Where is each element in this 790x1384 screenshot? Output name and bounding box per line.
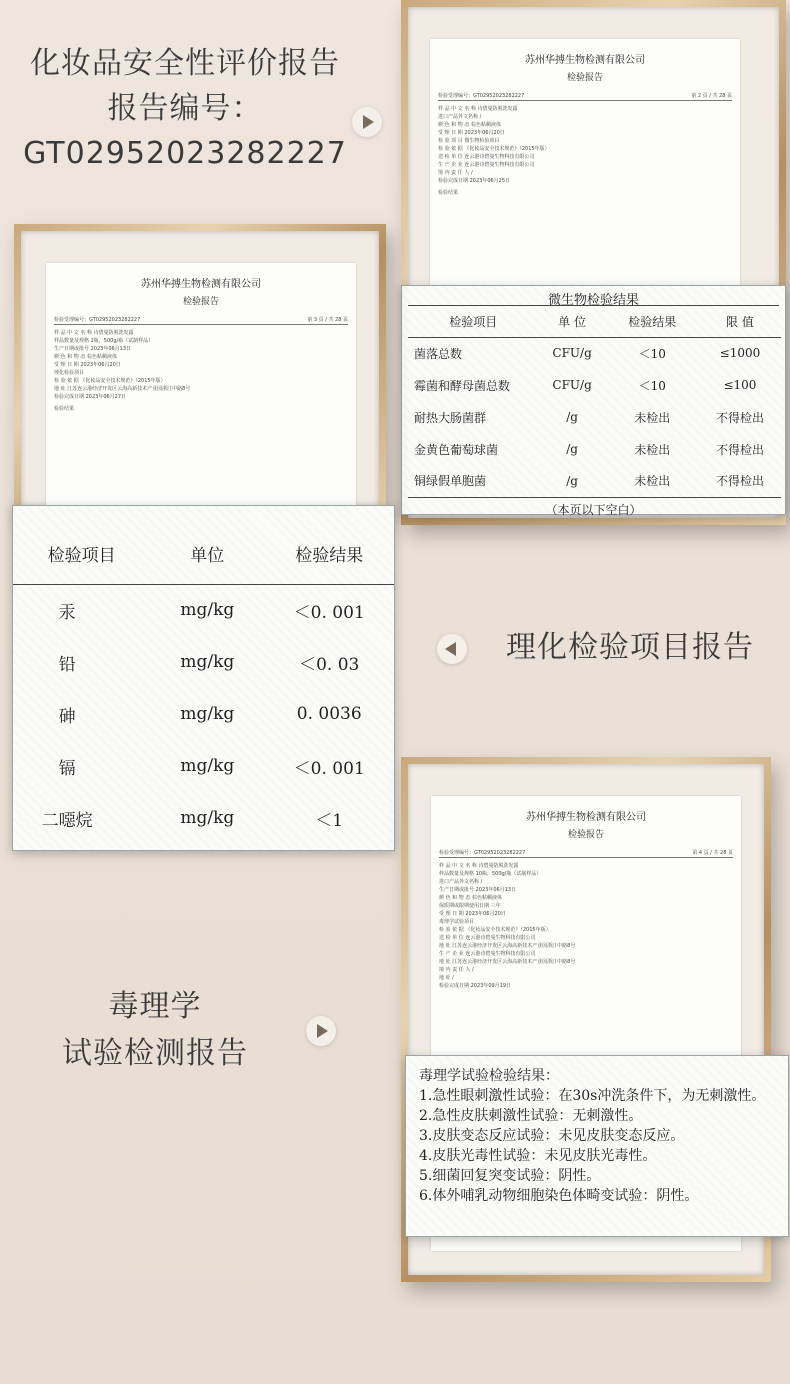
doc-field: 送 检 单 位 连云港诗碧曼生物科技有限公司 (438, 154, 535, 160)
heavy-cell: 砷 (58, 706, 76, 727)
heavy-header-row (13, 524, 394, 584)
heavy-cell: mg/kg (180, 600, 235, 621)
doc-company: 苏州华搏生物检测有限公司 (141, 279, 261, 290)
micro-header: 限 值 (726, 314, 754, 329)
physchem-heading: 理化检验项目报告 (506, 630, 754, 665)
heavy-metal-card (12, 505, 395, 851)
doc-field: 地 址 江苏连云港经济开发区云海高新技术产业园浙江中路8号 (439, 959, 576, 965)
doc-field: 生 产 企 业 连云港诗碧曼生物科技有限公司 (438, 162, 535, 168)
doc-field: 受 理 日 期 2023年06月20日 (54, 362, 121, 368)
micro-table (408, 306, 781, 498)
doc-field: 受 理 日 期 2023年06月20日 (439, 911, 506, 917)
table-row (408, 433, 781, 465)
tox-heading (40, 985, 270, 1076)
tox-title: 毒理学试验检验结果： (419, 1068, 559, 1084)
doc-field: 样 品 中 文 名 称 诗碧曼防脱洗发露 (438, 106, 518, 112)
doc-title: 检验报告 (567, 830, 604, 840)
safety-title: 化妆品安全性评价报告 (30, 46, 340, 81)
micro-header: 单 位 (558, 314, 587, 329)
heavy-header: 单位 (190, 546, 225, 567)
heavy-cell: 0. 0036 (296, 704, 362, 724)
micro-cell: 未检出 (634, 442, 671, 457)
micro-cell: ≤1000 (719, 346, 761, 361)
table-row (13, 584, 394, 636)
doc-field: 生 产 企 业 连云港诗碧曼生物科技有限公司 (439, 951, 536, 957)
table-row (13, 636, 394, 688)
doc-field: 进口产品外文名称 / (438, 114, 482, 120)
doc-field: 生产日期或批号 2023年06月13日 (54, 346, 132, 352)
report-frame-physchem (14, 224, 386, 514)
play-right-icon[interactable] (306, 1016, 336, 1046)
doc-field: 检 验 项 目 微生物检验项目 (438, 138, 500, 144)
doc-field: 样 品 中 文 名 称 诗碧曼防脱洗发露 (439, 863, 519, 869)
doc-field: 颜 色 和 物 态 棕色粘稠液体 (438, 122, 501, 128)
doc-result-label: 检验结果 (54, 406, 75, 412)
micro-results-card (401, 285, 786, 515)
heavy-cell: mg/kg (180, 808, 235, 828)
doc-field: 受 理 日 期 2023年06月20日 (438, 130, 505, 136)
heavy-cell: ＜0. 03 (299, 654, 360, 675)
micro-cell: 菌落总数 (414, 346, 463, 361)
section-safety-heading (20, 44, 350, 174)
micro-cell: ≤100 (723, 378, 757, 392)
table-row (408, 369, 781, 401)
micro-cell: /g (566, 473, 578, 488)
heavy-cell: mg/kg (180, 652, 235, 672)
table-row (13, 740, 394, 792)
play-right-icon[interactable] (352, 107, 382, 137)
micro-cell: 不得检出 (715, 410, 764, 425)
doc-field: 境 内 责 任 人 / (438, 170, 473, 176)
doc-field: 保质期或限期使用日期 三年 (439, 903, 501, 909)
doc-field: 样品数量及规格 10瓶，500g/瓶（试制样品） (439, 871, 542, 877)
doc-field: 检 验 依 据 《化妆品安全技术规范》（2015年版） (438, 146, 550, 152)
doc-title: 检验报告 (566, 73, 603, 83)
doc-accept-no: 检验受理编号：GT02952023282227 (439, 850, 526, 856)
list-item: 6.体外哺乳动物细胞染色体畸变试验：阴性。 (419, 1188, 699, 1204)
doc-field: 地 址 江苏连云港经济开发区云海高新技术产业园浙江中路8号 (439, 943, 576, 949)
doc-field: 检 验 依 据 《化妆品安全技术规范》（2015年版） (439, 927, 551, 933)
doc-company: 苏州华搏生物检测有限公司 (526, 812, 646, 823)
table-row (408, 401, 781, 433)
doc-page: 第 3 页 / 共 28 页 (307, 317, 348, 323)
tox-heading-line1: 毒理学 (108, 989, 202, 1024)
micro-cell: 耐热大肠菌群 (414, 410, 487, 425)
micro-title: 微生物检验结果 (408, 286, 779, 306)
micro-cell: 不得检出 (715, 474, 764, 489)
doc-field: 理化检验项目 (54, 370, 85, 376)
micro-cell: 未检出 (634, 410, 671, 425)
doc-field: 样品数量及规格 2瓶，500g/瓶（试制样品） (54, 338, 154, 344)
list-item: 4.皮肤光毒性试验：未见皮肤光毒性。 (419, 1148, 657, 1164)
table-row (408, 337, 781, 369)
report-no-value: GT02952023282227 (23, 136, 347, 171)
heavy-cell: mg/kg (180, 756, 235, 776)
doc-company: 苏州华搏生物检测有限公司 (525, 55, 645, 66)
doc-field: 颜 色 和 物 态 棕色粘稠液体 (54, 354, 117, 360)
doc-field: 样 品 中 文 名 称 诗碧曼防脱洗发露 (54, 330, 134, 336)
doc-accept-no: 检验受理编号：GT02952023282227 (54, 317, 141, 323)
list-item: 2.急性皮肤刺激性试验：无刺激性。 (419, 1108, 643, 1124)
micro-header: 检验项目 (449, 314, 498, 329)
doc-result-label: 检验结果 (438, 190, 459, 196)
doc-field: 检验完成日期 2023年09月19日 (439, 983, 512, 989)
micro-cell: CFU/g (552, 378, 592, 392)
tox-results-card (405, 1055, 789, 1237)
heavy-metal-table (13, 524, 394, 844)
tox-heading-line2: 试验检测报告 (62, 1036, 248, 1071)
doc-field: 毒理学试验项目 (439, 919, 475, 925)
heavy-cell: 铅 (58, 654, 76, 675)
doc-field: 地 址 江苏连云港经济开发区云海高新技术产业园浙江中路8号 (54, 386, 191, 392)
report-paper (430, 39, 740, 319)
heavy-cell: ＜1 (315, 810, 344, 831)
table-row (408, 465, 781, 497)
heavy-header: 检验项目 (47, 546, 116, 567)
micro-footer: （本页以下空白） (545, 502, 642, 517)
heavy-cell: 二噁烷 (41, 810, 93, 831)
doc-page: 第 4 页 / 共 28 页 (692, 850, 733, 856)
doc-field: 检 验 依 据 《化妆品安全技术规范》（2015年版） (54, 378, 166, 384)
doc-page: 第 2 页 / 共 28 页 (691, 93, 732, 99)
micro-cell: /g (566, 442, 578, 456)
doc-field: 检验完成日期 2023年06月27日 (54, 394, 127, 400)
heavy-cell: mg/kg (180, 704, 235, 724)
list-item: 5.细菌回复突变试验：阴性。 (419, 1168, 601, 1184)
doc-field: 检验完成日期 2023年06月25日 (438, 178, 511, 184)
doc-field: 颜 色 和 物 态 棕色粘稠液体 (439, 895, 502, 901)
heavy-cell: 汞 (58, 602, 76, 623)
micro-cell: CFU/g (552, 346, 592, 361)
heavy-cell: ＜0. 001 (293, 758, 365, 779)
micro-header-row (408, 306, 781, 337)
micro-cell: 不得检出 (715, 442, 764, 457)
table-row (13, 688, 394, 740)
heavy-cell: ＜0. 001 (293, 602, 365, 623)
micro-cell: ＜10 (638, 346, 666, 361)
heavy-header: 检验结果 (295, 546, 364, 567)
micro-header: 检验结果 (628, 314, 677, 329)
report-paper (46, 263, 356, 507)
table-row (13, 792, 394, 844)
heavy-cell: 镉 (58, 758, 76, 779)
micro-cell: 铜绿假单胞菌 (414, 474, 487, 489)
micro-cell: 未检出 (634, 474, 671, 489)
doc-field: 地 址 / (439, 975, 454, 981)
micro-cell: /g (566, 410, 578, 424)
play-left-icon[interactable] (437, 634, 467, 664)
doc-field: 进口产品外文名称 / (439, 879, 483, 885)
list-item: 3.皮肤变态反应试验：未见皮肤变态反应。 (419, 1128, 685, 1144)
micro-cell: 金黄色葡萄球菌 (414, 442, 499, 457)
doc-field: 送 检 单 位 连云港诗碧曼生物科技有限公司 (439, 935, 536, 941)
doc-title: 检验报告 (182, 297, 219, 307)
doc-accept-no: 检验受理编号：GT02952023282227 (438, 93, 525, 99)
doc-field: 境 内 责 任 人 / (439, 967, 474, 973)
micro-cell: 霉菌和酵母菌总数 (414, 378, 511, 393)
report-no-label: 报告编号： (107, 91, 263, 126)
list-item: 1.急性眼刺激性试验：在30s冲洗条件下，为无刺激性。 (419, 1088, 766, 1104)
doc-field: 生产日期或批号 2023年06月13日 (439, 887, 517, 893)
micro-cell: ＜10 (638, 378, 666, 393)
